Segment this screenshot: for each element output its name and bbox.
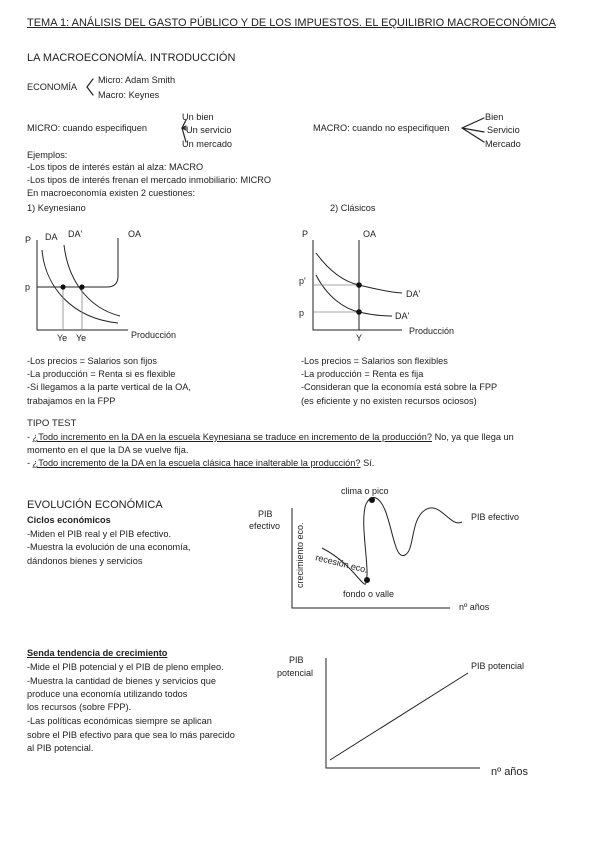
micro-adam: Micro: Adam Smith <box>98 75 176 85</box>
keynes-equilibrium-2 <box>79 284 84 289</box>
ciclos-anos: nº años <box>459 602 490 612</box>
clasico-guides <box>313 285 359 312</box>
test-question-2: ¿Todo incremento de la DA en la escuela clásica hace inalterable la producción? <box>32 458 361 468</box>
clasicos-label: 2) Clásicos <box>330 203 376 213</box>
ciclos-efectivo-label: efectivo <box>249 521 281 531</box>
ejemplo-1: -Los tipos de interés están al alza: MACRO <box>27 162 204 172</box>
micro-item: Un mercado <box>182 139 233 149</box>
keynes-da2-label: DA' <box>68 229 83 239</box>
clasico-oa-label: OA <box>363 229 377 239</box>
ciclos-pib-label: PIB <box>258 509 273 519</box>
cuestiones-label: En macroeconomía existen 2 cuestiones: <box>27 188 196 198</box>
keynes-da-label: DA <box>45 232 58 242</box>
keynes-p-level: p <box>25 282 31 292</box>
ciclos-pib-efectivo: PIB efectivo <box>471 512 520 522</box>
senda-axes <box>326 658 480 768</box>
keynes-note: trabajamos en la FPP <box>27 396 116 406</box>
keynes-ye2-label: Ye <box>76 333 87 343</box>
senda-trend-line <box>330 673 468 760</box>
clasico-da2-label: DA' <box>406 289 421 299</box>
test-q2-line: - ¿Todo incremento de la DA en la escuela clásica hace inalterable la producción? Sí. <box>27 458 375 468</box>
ciclos-trough <box>364 577 370 583</box>
tipo-test-heading: TIPO TEST <box>27 418 77 429</box>
macro-bracket <box>462 118 484 142</box>
micro-bracket <box>182 120 186 142</box>
clasico-y-label: Y <box>356 333 363 343</box>
evolucion-heading: EVOLUCIÓN ECONÓMICA <box>27 499 163 511</box>
clasico-p-axis: P <box>302 229 309 239</box>
senda-line: al PIB potencial. <box>27 743 94 753</box>
test-answer-1b: momento en el que la DA se vuelve fija. <box>27 445 189 455</box>
clasico-equilibrium-1 <box>356 282 362 288</box>
test-answer-2: Sí. <box>363 458 375 468</box>
ciclos-line: dándonos bienes y servicios <box>27 556 143 566</box>
graph-keynes <box>37 238 128 330</box>
economia-chevron <box>87 79 93 95</box>
clasico-note: -La producción = Renta es fija <box>301 369 424 379</box>
senda-subheading: Senda tendencia de crecimiento <box>27 648 168 658</box>
ejemplos-label: Ejemplos: <box>27 150 68 160</box>
clasico-produccion: Producción <box>409 326 455 336</box>
clasico-note: -Los precios = Salarios son flexibles <box>301 356 448 366</box>
keynes-note: -Los precios = Salarios son fijos <box>27 356 157 366</box>
clasico-p0-level: p <box>299 308 305 318</box>
keynes-ye-label: Ye <box>57 333 68 343</box>
micro-item: Un servicio <box>186 125 232 135</box>
clasico-da-curve <box>316 275 392 316</box>
clasico-equilibrium-2 <box>356 309 362 315</box>
keynes-p-axis: P <box>25 235 32 245</box>
keynes-note: -La producción = Renta si es flexible <box>27 369 176 379</box>
ciclos-line: -Muestra la evolución de una economía, <box>27 542 191 552</box>
senda-line: -Muestra la cantidad de bienes y servicios que <box>27 676 216 686</box>
keynes-oa-label: OA <box>128 229 142 239</box>
keynes-equilibrium-1 <box>60 284 65 289</box>
ciclos-trough-label: fondo o valle <box>343 589 395 599</box>
graph-clasico <box>313 240 402 330</box>
ciclos-peak <box>369 497 375 503</box>
macro-item: Bien <box>485 112 504 122</box>
keynes-da2-curve <box>64 245 120 316</box>
micro-label: MICRO: cuando especifiquen <box>27 123 148 133</box>
ciclos-curve <box>322 497 462 584</box>
keynes-note: -Si llegamos a la parte vertical de la OA, <box>27 382 191 392</box>
keynesiano-label: 1) Keynesiano <box>27 203 86 213</box>
macro-label: MACRO: cuando no especifiquen <box>313 123 450 133</box>
macro-item: Servicio <box>487 125 520 135</box>
clasico-p1-level: p' <box>299 276 306 286</box>
senda-line: -Las políticas económicas siempre se aplican <box>27 716 212 726</box>
senda-potencial-label: potencial <box>277 668 314 678</box>
keynes-produccion: Producción <box>131 330 177 340</box>
senda-line: sobre el PIB efectivo para que sea lo más parecido <box>27 730 235 740</box>
senda-pib-label: PIB <box>289 655 304 665</box>
economia-label: ECONOMÍA <box>27 82 78 92</box>
micro-item: Un bien <box>182 112 214 122</box>
senda-anos: nº años <box>491 766 529 778</box>
clasico-note: -Consideran que la economía está sobre la FPP <box>301 382 498 392</box>
keynes-guides <box>63 287 82 330</box>
senda-line: produce una economía utilizando todos <box>27 689 188 699</box>
ciclos-line: -Miden el PIB real y el PIB efectivo. <box>27 529 171 539</box>
ciclos-peak-label: clima o pico <box>341 486 389 496</box>
section-heading-macro: LA MACROECONOMÍA. INTRODUCCIÓN <box>27 52 236 64</box>
ejemplo-2: -Los tipos de interés frenan el mercado inmobiliario: MICRO <box>27 175 272 185</box>
test-answer-1: No, ya que llega un <box>434 432 514 442</box>
ciclos-subheading: Ciclos económicos <box>27 515 111 525</box>
macro-item: Mercado <box>485 139 521 149</box>
macro-keynes: Macro: Keynes <box>98 90 160 100</box>
ciclos-y-axis-label: crecimiento eco. <box>295 522 305 588</box>
test-question-1: ¿Todo incremento en la DA en la escuela Keynesiana se traduce en incremento de la producción? <box>32 432 433 442</box>
clasico-note: (es eficiente y no existen recursos ociosos) <box>301 396 477 406</box>
clasico-da-label: DA' <box>395 311 410 321</box>
graph-senda <box>326 658 480 768</box>
document-title: TEMA 1: ANÁLISIS DEL GASTO PÚBLICO Y DE LOS IMPUESTOS. EL EQUILIBRIO MACROECONÓMICA <box>27 17 556 29</box>
senda-pib-potencial: PIB potencial <box>471 661 525 671</box>
test-q1-line: - ¿Todo incremento en la DA en la escuela Keynesiana se traduce en incremento de la producción? No, ya que llega un <box>27 432 514 442</box>
senda-line: -Mide el PIB potencial y el PIB de pleno empleo. <box>27 662 224 672</box>
senda-line: los recursos (sobre FPP). <box>27 702 132 712</box>
keynes-oa-curve <box>37 238 118 287</box>
ciclos-recession-label: recesión eco. <box>314 552 369 575</box>
